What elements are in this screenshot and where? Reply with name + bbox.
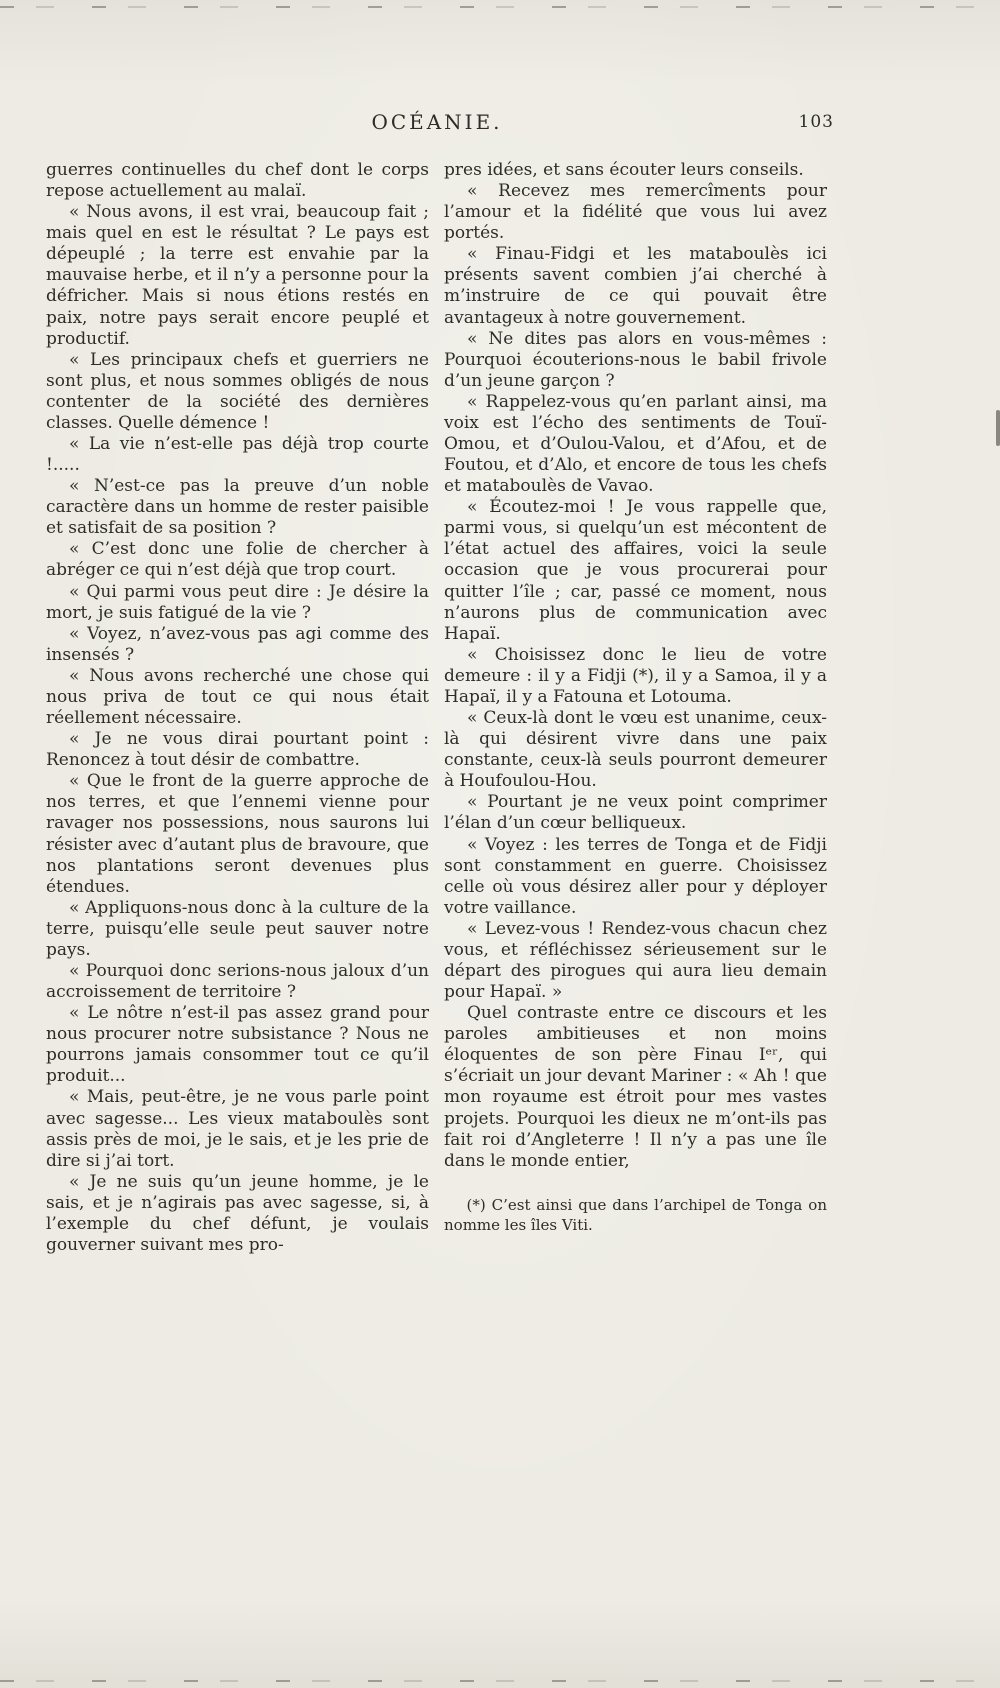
two-column-text xyxy=(46,160,828,1256)
right-column-text xyxy=(444,160,827,1172)
paragraph: Quel contraste entre ce discours et les paroles ambitieuses et non moins éloquentes de son père Finau Iᵉʳ, qui s’écriait un jour devant Mariner : « Ah ! que mon royaume est étroit pour mes vastes projets. Pourquoi les dieux ne m’ont-ils pas fait roi d’Angleterre ! Il n’y a pas une île dans le monde entier, xyxy=(444,1003,827,1171)
paragraph: « Ceux-là dont le vœu est unanime, ceux-là qui désirent vivre dans une paix constante, ceux-là seuls pourront demeurer à Houfoulou-Hou. xyxy=(444,708,827,792)
scan-artifact-bottom xyxy=(0,1680,1000,1682)
scan-artifact-top xyxy=(0,6,1000,8)
paragraph: « Qui parmi vous peut dire : Je désire la mort, je suis fatigué de la vie ? xyxy=(46,581,429,623)
paragraph: guerres continuelles du chef dont le corps repose actuellement au malaï. xyxy=(46,160,429,202)
paragraph: « N’est-ce pas la preuve d’un noble caractère dans un homme de rester paisible et satisfait de sa position ? xyxy=(46,476,429,539)
paragraph: « Pourquoi donc serions-nous jaloux d’un accroissement de territoire ? xyxy=(46,960,429,1003)
paragraph: « Je ne vous dirai pourtant point : Renoncez à tout désir de combattre. xyxy=(46,729,429,771)
paragraph: « Les principaux chefs et guerriers ne sont plus, et nous sommes obligés de nous contenter de la société des dernières classes. Quelle démence ! xyxy=(46,349,429,433)
page-number: 103 xyxy=(798,112,834,132)
paragraph: « Rappelez-vous qu’en parlant ainsi, ma voix est l’écho des sentiments de Touï-Omou, et d’Oulou-Valou, et d’Afou, et de Foutou, et d’Alo, et encore de tous les chefs et mataboulès de Vavao. xyxy=(444,391,827,497)
paragraph: « Mais, peut-être, je ne vous parle point avec sagesse... Les vieux mataboulès sont assis près de moi, je le sais, et je les prie de dire si j’ai tort. xyxy=(46,1087,429,1171)
running-title: OCÉANIE. xyxy=(371,110,503,134)
paragraph: « Nous avons, il est vrai, beaucoup fait ; mais quel en est le résultat ? Le pays est dépeuplé ; la terre est envahie par la mauvaise herbe, et il n’y a personne pour la défricher. Mais si nous étions restés en paix, notre pays serait encore peuplé et productif. xyxy=(46,202,429,349)
paragraph: « Nous avons recherché une chose qui nous priva de tout ce qui nous était réellement nécessaire. xyxy=(46,665,429,729)
paragraph: « Pourtant je ne veux point comprimer l’élan d’un cœur belliqueux. xyxy=(444,792,827,834)
paragraph: « La vie n’est-elle pas déjà trop courte !..... xyxy=(46,434,429,476)
paragraph: « Recevez mes remercîments pour l’amour et la fidélité que vous lui avez portés. xyxy=(444,181,827,244)
paragraph: « Écoutez-moi ! Je vous rappelle que, parmi vous, si quelqu’un est mécontent de l’état actuel des affaires, voici la seule occasion que je vous procurerai pour quitter l’île ; car, passé ce moment, nous n’aurons plus de communication avec Hapaï. xyxy=(444,497,827,644)
paragraph: « Que le front de la guerre approche de nos terres, et que l’ennemi vienne pour ravager nos possessions, nous saurons lui résister avec d’autant plus de bravoure, que nos plantations seront devenues plus étendues. xyxy=(46,771,429,897)
footnote: (*) C’est ainsi que dans l’archipel de Tonga on nomme les îles Viti. xyxy=(444,1195,827,1234)
paragraph: pres idées, et sans écouter leurs conseils. xyxy=(444,160,804,180)
paragraph: « Ne dites pas alors en vous-mêmes : Pourquoi écouterions-nous le babil frivole d’un jeune garçon ? xyxy=(444,328,827,391)
page-content xyxy=(46,110,834,1256)
paragraph: « Finau-Fidgi et les mataboulès ici présents savent combien j’ai cherché à m’instruire de ce qui pouvait être avantageux à notre gouvernement. xyxy=(444,244,827,328)
paragraph: « Le nôtre n’est-il pas assez grand pour nous procurer notre subsistance ? Nous ne pourrons jamais consommer tout ce qu’il produit... xyxy=(46,1003,429,1087)
page-header xyxy=(46,110,834,134)
paragraph: « Voyez : les terres de Tonga et de Fidji sont constamment en guerre. Choisissez celle où vous désirez aller pour y déployer votre vaillance. xyxy=(444,834,827,918)
paragraph: « Je ne suis qu’un jeune homme, je le sais, et je n’agirais pas avec sagesse, si, à l’exemple du chef défunt, je voulais gouverner suivant mes pro- xyxy=(46,1171,429,1255)
right-column xyxy=(444,160,827,1256)
paragraph: « Choisissez donc le lieu de votre demeure : il y a Fidji (*), il y a Samoa, il y a Hapaï, il y a Fatouna et Lotouma. xyxy=(444,644,827,707)
paragraph: « Voyez, n’avez-vous pas agi comme des insensés ? xyxy=(46,623,429,665)
paragraph: « C’est donc une folie de chercher à abréger ce qui n’est déjà que trop court. xyxy=(46,539,429,581)
left-column xyxy=(46,160,429,1256)
paragraph: « Appliquons-nous donc à la culture de la terre, puisqu’elle seule peut sauver notre pays. xyxy=(46,897,429,960)
scan-artifact-right xyxy=(996,410,1000,446)
paragraph: « Levez-vous ! Rendez-vous chacun chez vous, et réfléchissez sérieusement sur le départ des pirogues qui aura lieu demain pour Hapaï. » xyxy=(444,918,827,1003)
